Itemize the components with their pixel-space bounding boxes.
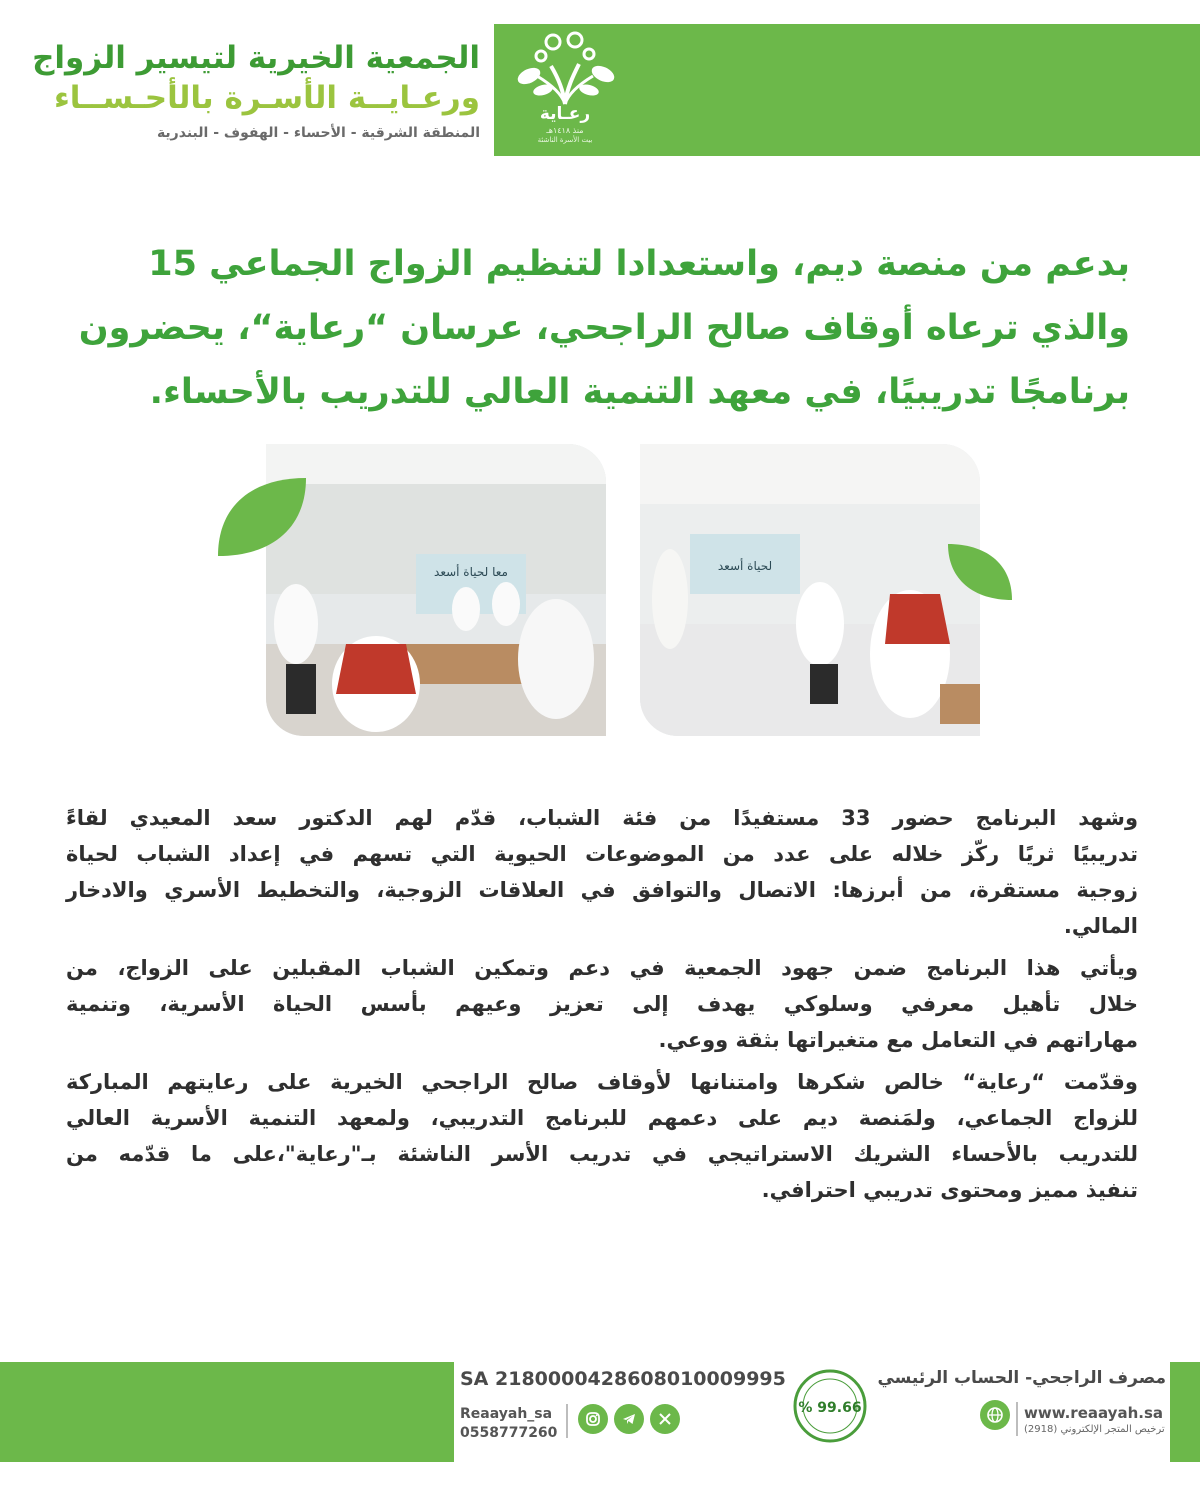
training-photo-right [640,444,980,736]
banner-text: لحياة أسعد [717,559,773,573]
banner-text: معا لحياة أسعد [434,565,508,579]
telegram-icon[interactable] [614,1404,644,1434]
logo-year: منذ ١٤١٨هـ [546,126,584,135]
footer-band-left [0,1362,454,1462]
logo-slogan: بيت الأسرة الناشئة [537,136,593,144]
body-line: وشهد البرنامج حضور 33 مستفيدًا من فئة الشباب، قدّم لهم الدكتور سعد المعيدي لقاءً [66,806,1139,830]
organization-name-block [32,38,480,144]
phone-number: 0558777260 [460,1425,558,1441]
certification-badge [792,1368,868,1444]
social-links [578,1404,680,1434]
body-line: تدريبيًا ثريًا ركّز خلاله على عدد من الموضوعات الحيوية التي تسهم في إعداد الشباب لحياة [66,842,1138,866]
organization-logo [510,30,620,150]
article-body [66,800,1138,1214]
social-handle: Reaayah_sa [460,1406,553,1422]
body-line: خلال تأهيل معرفي وسلوكي يهدف إلى تعزيز وعيهم بأسس الحياة الأسرية، وتنمية [66,992,1138,1016]
headline-line: بدعم من منصة ديم، واستعدادا لتنظيم الزواج الجماعي 15 [148,244,1130,284]
body-line: المالي. [1063,914,1138,938]
footer-divider [1016,1402,1018,1436]
org-regions: المنطقة الشرقية - الأحساء - الهفوف - البندرية [156,125,480,141]
org-name-line2: ورعـايــة الأسـرة بالأحـســاء [53,80,480,116]
paragraph-3 [66,1064,1138,1208]
body-line: وقدّمت “رعاية“ خالص شكرها وامتنانها لأوقاف صالح الراجحي الخيرية على رعايتهم المباركة [66,1070,1138,1094]
headline [70,232,1130,424]
store-license: ترخيص المتجر الإلكتروني (2918) [1024,1424,1165,1435]
decorative-leaf-icon [214,474,310,560]
body-line: تنفيذ مميز ومحتوى تدريبي احترافي. [761,1178,1138,1202]
family-tree-icon [513,30,617,108]
badge-value: % 99.66 [798,1400,862,1416]
training-photo-left [266,444,606,736]
body-line: للتدريب بالأحساء الشريك الاستراتيجي في تدريب الأسر الناشئة بـ"رعاية"،على ما قدّمه من [66,1142,1138,1166]
globe-icon[interactable] [980,1400,1010,1430]
body-line: للزواج الجماعي، ولمَنصة ديم على دعمهم للبرنامج التدريبي، ولمعهد التنمية الأسرية العالي [66,1106,1138,1130]
footer-band-right [1170,1362,1200,1462]
org-name-line1: الجمعية الخيرية لتيسير الزواج [32,40,480,76]
website-link[interactable]: www.reaayah.sa [1024,1404,1163,1422]
headline-line: والذي ترعاه أوقاف صالح الراجحي، عرسان “رعاية“، يحضرون [78,308,1130,348]
bank-label: مصرف الراجحي- الحساب الرئيسي [877,1368,1166,1388]
footer-divider [566,1404,568,1438]
body-line: ويأتي هذا البرنامج ضمن جهود الجمعية في دعم وتمكين الشباب المقبلين على الزواج، من [66,956,1138,980]
decorative-leaf-icon [944,540,1016,604]
paragraph-1 [66,800,1138,944]
instagram-icon[interactable] [578,1404,608,1434]
paragraph-2 [66,950,1138,1058]
body-line: مهاراتهم في التعامل مع متغيراتها بثقة ووعي. [658,1028,1138,1052]
body-line: زوجية مستقرة، من أبرزها: الاتصال والتوافق في العلاقات الزوجية، والتخطيط الأسري والادخار [66,878,1138,902]
logo-wordmark: رعـاية [539,104,591,124]
iban-number: SA 2180000428608010009995 [460,1368,786,1390]
headline-line: برنامجًا تدريبيًا، في معهد التنمية العالي للتدريب بالأحساء. [149,372,1130,412]
x-twitter-icon[interactable] [650,1404,680,1434]
